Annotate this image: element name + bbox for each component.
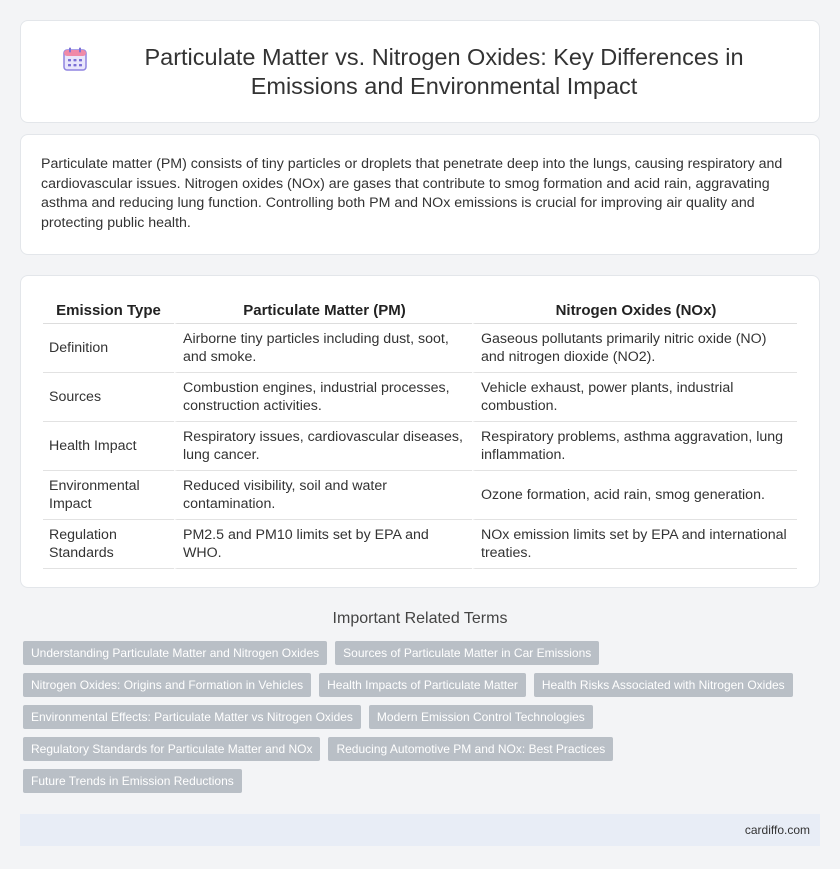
related-term-tag[interactable]: Modern Emission Control Technologies — [369, 705, 593, 729]
related-term-tag[interactable]: Sources of Particulate Matter in Car Emissions — [335, 641, 599, 665]
row-label: Environmental Impact — [43, 471, 174, 520]
pm-cell: Respiratory issues, cardiovascular diseases, lung cancer. — [174, 422, 472, 471]
row-label: Health Impact — [43, 422, 174, 471]
calendar-icon — [61, 45, 89, 73]
table-row — [43, 520, 797, 569]
row-label: Regulation Standards — [43, 520, 174, 569]
related-term-tag[interactable]: Health Impacts of Particulate Matter — [319, 673, 526, 697]
footer — [20, 814, 820, 846]
nox-cell: Respiratory problems, asthma aggravation, lung inflammation. — [472, 422, 797, 471]
comparison-card — [20, 275, 820, 588]
comparison-table — [43, 298, 797, 569]
related-term-tag[interactable]: Understanding Particulate Matter and Nitrogen Oxides — [23, 641, 327, 665]
related-term-tag[interactable]: Health Risks Associated with Nitrogen Oxides — [534, 673, 793, 697]
footer-site-link[interactable]: cardiffo.com — [744, 823, 810, 837]
related-term-tag[interactable]: Reducing Automotive PM and NOx: Best Practices — [328, 737, 613, 761]
intro-paragraph: Particulate matter (PM) consists of tiny particles or droplets that penetrate deep into the lungs, causing respiratory and cardiovascular issues. Nitrogen oxides (NOx) are gases that contribute to smog formation and acid rain, aggravating asthma and reducing lung function. Controlling both PM and NOx emissions is crucial for improving air quality and protecting public health. — [41, 156, 783, 231]
title-row — [61, 43, 779, 101]
related-term-tag[interactable]: Nitrogen Oxides: Origins and Formation in Vehicles — [23, 673, 311, 697]
row-label: Sources — [43, 373, 174, 422]
related-term-tag[interactable]: Environmental Effects: Particulate Matter vs Nitrogen Oxides — [23, 705, 361, 729]
nox-cell: Ozone formation, acid rain, smog generation. — [472, 471, 797, 520]
related-terms-list — [20, 641, 820, 801]
nox-cell: Gaseous pollutants primarily nitric oxide (NO) and nitrogen dioxide (NO2). — [472, 324, 797, 373]
page-title: Particulate Matter vs. Nitrogen Oxides: Key Differences in Emissions and Environmental Impact — [144, 43, 744, 99]
header-particulate-matter: Particulate Matter (PM) — [174, 298, 472, 324]
intro-card — [20, 134, 820, 255]
related-terms-title: Important Related Terms — [332, 610, 508, 627]
pm-cell: PM2.5 and PM10 limits set by EPA and WHO. — [174, 520, 472, 569]
pm-cell: Combustion engines, industrial processes, construction activities. — [174, 373, 472, 422]
header-emission-type: Emission Type — [43, 298, 174, 324]
nox-cell: Vehicle exhaust, power plants, industrial combustion. — [472, 373, 797, 422]
related-term-tag[interactable]: Future Trends in Emission Reductions — [23, 769, 242, 793]
related-term-tag[interactable]: Regulatory Standards for Particulate Matter and NOx — [23, 737, 320, 761]
table-header-row — [43, 298, 797, 324]
table-row — [43, 373, 797, 422]
table-row — [43, 324, 797, 373]
title-card — [20, 20, 820, 123]
pm-cell: Reduced visibility, soil and water contamination. — [174, 471, 472, 520]
table-row — [43, 471, 797, 520]
nox-cell: NOx emission limits set by EPA and international treaties. — [472, 520, 797, 569]
pm-cell: Airborne tiny particles including dust, soot, and smoke. — [174, 324, 472, 373]
header-nitrogen-oxides: Nitrogen Oxides (NOx) — [472, 298, 797, 324]
row-label: Definition — [43, 324, 174, 373]
table-row — [43, 422, 797, 471]
